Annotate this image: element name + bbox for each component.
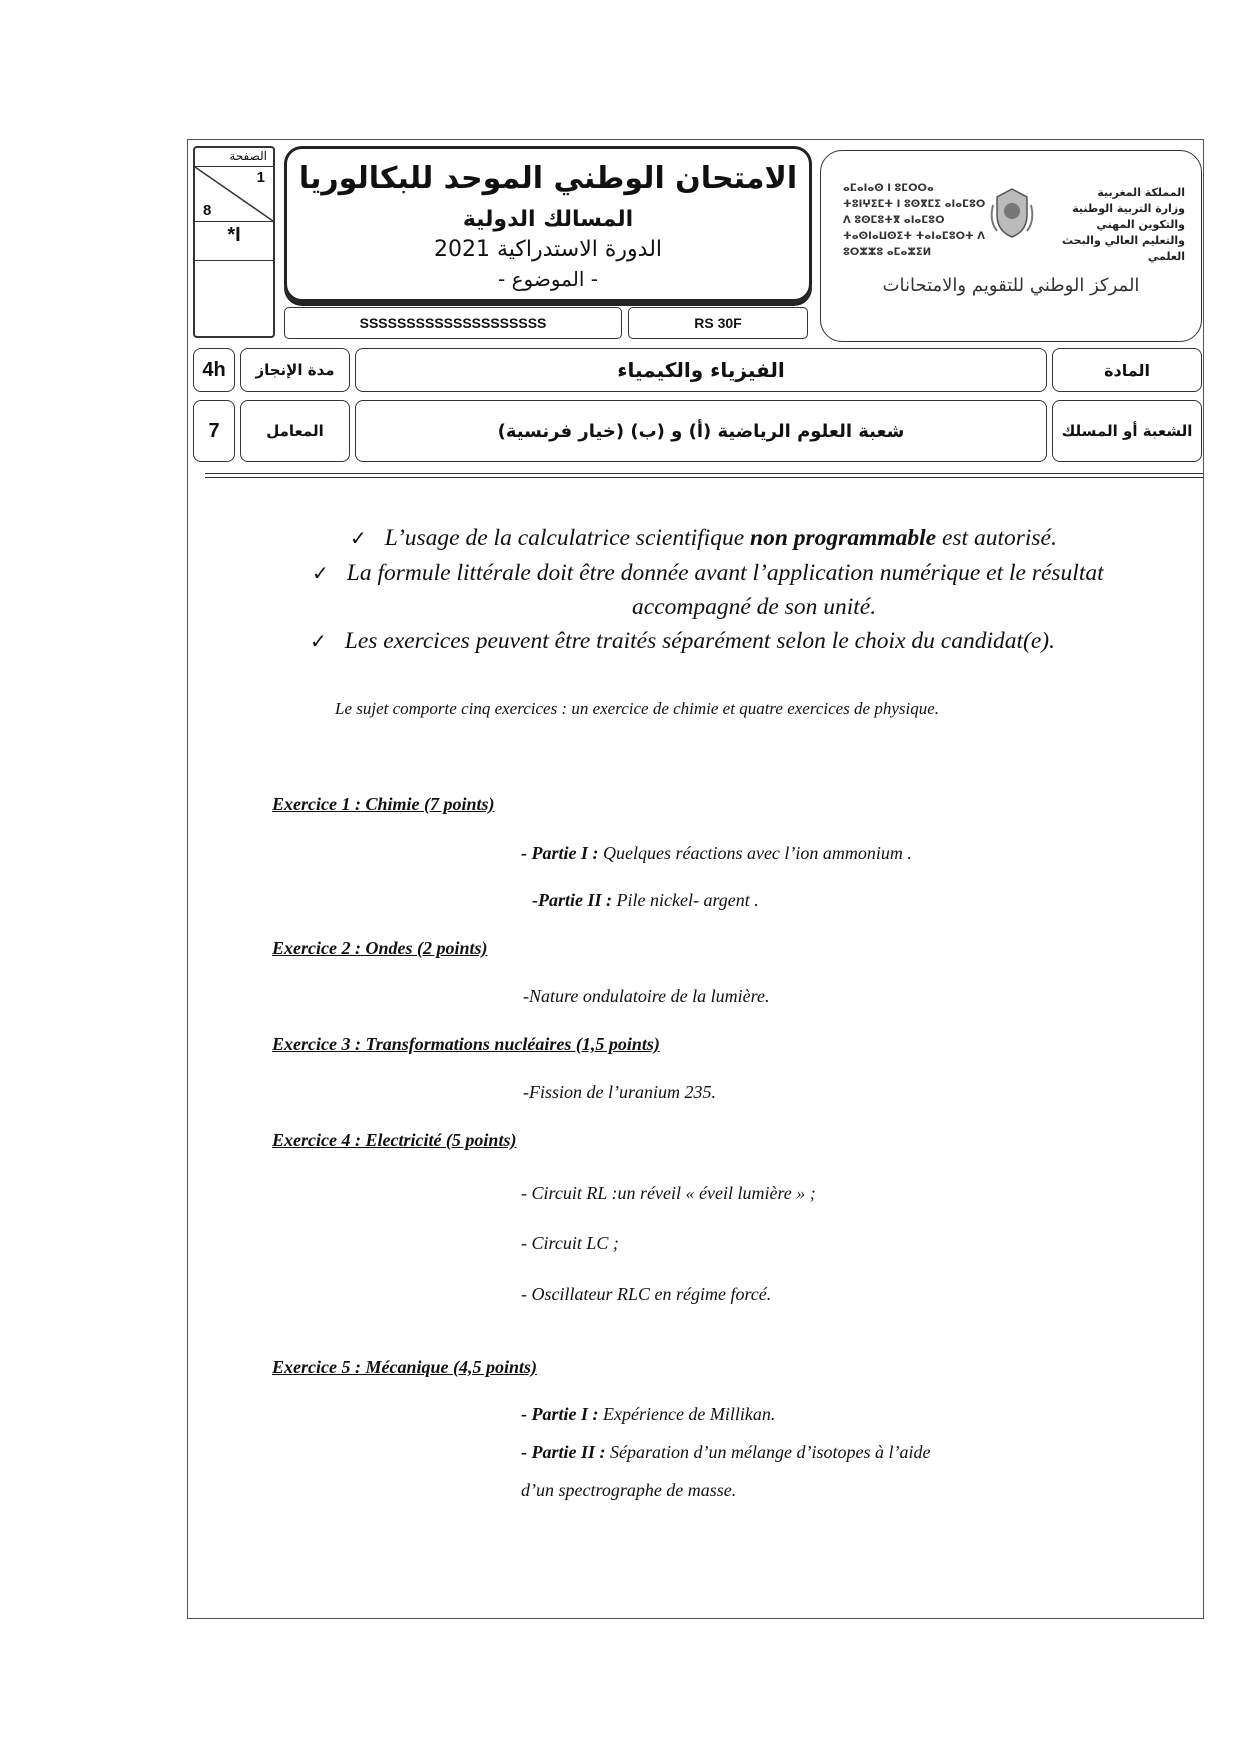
exercise-5-item: - Partie I : Expérience de Millikan. xyxy=(521,1404,776,1424)
exercise-4-title: Exercice 4 : Electricité (5 points) xyxy=(272,1130,517,1150)
subject-label: المادة xyxy=(1052,348,1202,392)
instruction-1: ✓ L’usage de la calculatrice scientifique non programmable est autorisé. xyxy=(350,525,1057,551)
center-name: المركز الوطني للتقويم والامتحانات xyxy=(882,275,1140,296)
exercise-1-item: - Partie I : Quelques réactions avec l’ion ammonium . xyxy=(521,843,912,863)
duration-value: 4h xyxy=(193,348,235,392)
exercise-5-item: - Partie II : Séparation d’un mélange d’isotopes à l’aide xyxy=(521,1442,931,1462)
exercise-3-item: -Fission de l’uranium 235. xyxy=(523,1082,716,1102)
institution-box xyxy=(820,150,1202,342)
exercise-1-item: -Partie II : Pile nickel- argent . xyxy=(532,890,759,910)
exercise-4-item: - Circuit LC ; xyxy=(521,1233,619,1253)
exercise-5-item: d’un spectrographe de masse. xyxy=(521,1480,737,1500)
institution-arabic: المملكة المغربية وزارة التربية الوطنية والتكوين المهني والتعليم العالي والبحث العلمي xyxy=(1061,186,1185,263)
instruction-2-continued: accompagné de son unité. xyxy=(632,594,877,620)
exam-track: المسالك الدولية xyxy=(462,207,634,232)
subject-intro: Le sujet comporte cinq exercices : un exercice de chimie et quatre exercices de physique. xyxy=(335,699,940,718)
exam-title-box xyxy=(284,146,812,302)
exam-title: الامتحان الوطني الموحد للبكالوريا xyxy=(298,161,798,196)
page-current: 1 xyxy=(256,169,265,186)
exercise-2-title: Exercice 2 : Ondes (2 points) xyxy=(272,938,488,958)
page-code: *I xyxy=(227,224,241,246)
exam-code-right: RS 30F xyxy=(628,307,808,339)
exercise-3-title: Exercice 3 : Transformations nucléaires (1,5 points) xyxy=(272,1034,660,1054)
exam-session: الدورة الاستدراكية 2021 xyxy=(433,237,663,262)
branch-label: الشعبة أو المسلك xyxy=(1052,400,1202,462)
branch-value: شعبة العلوم الرياضية (أ) و (ب) (خيار فرنسية) xyxy=(355,400,1047,462)
page-total: 8 xyxy=(203,202,212,219)
page-label: الصفحة xyxy=(229,149,267,163)
exercise-4-item: - Oscillateur RLC en régime forcé. xyxy=(521,1284,772,1304)
exercise-2-item: -Nature ondulatoire de la lumière. xyxy=(523,986,770,1006)
instruction-2: ✓ La formule littérale doit être donnée avant l’application numérique et le résultat xyxy=(312,560,1104,586)
page-number-box xyxy=(193,146,275,338)
instruction-3: ✓ Les exercices peuvent être traités séparément selon le choix du candidat(e). xyxy=(310,628,1055,654)
header-divider xyxy=(205,473,1203,478)
duration-label: مدة الإنجاز xyxy=(240,348,350,392)
divider xyxy=(195,260,273,261)
institution-tifinagh: ⴰⵎⴰⵏⴰⵙ ⵏ ⵓⵎⵔⵔⴰ ⵜⵓⵏⵖⵉⵎⵜ ⵏ ⵓⵙⴳⵎⵉ ⴰⵏⴰⵎⵓⵔ ⴷ ⵓⵙⵎⵓⵜⴳ ⴰⵏⴰⵎⵓⵔ ⵜⴰⵙⵏⴰⵡⵙⵉⵜ ⵜⴰⵏⴰⵎⵓⵔⵜ ⴷ ⵓⵔⵣⵣⵓ ⴰⵎⴰⵣⵉⵍ xyxy=(843,183,986,258)
check-icon: ✓ xyxy=(312,561,329,585)
subject-value: الفيزياء والكيمياء xyxy=(355,348,1047,392)
exam-subject-label: - الموضوع - xyxy=(498,267,598,291)
coefficient-label: المعامل xyxy=(240,400,350,462)
check-icon: ✓ xyxy=(350,526,367,550)
coefficient-value: 7 xyxy=(193,400,235,462)
page-fraction xyxy=(195,166,273,222)
exercise-4-item: - Circuit RL :un réveil « éveil lumière » ; xyxy=(521,1183,816,1203)
exam-code-left: SSSSSSSSSSSSSSSSSSSS xyxy=(284,307,622,339)
exercise-5-title: Exercice 5 : Mécanique (4,5 points) xyxy=(272,1357,537,1377)
coat-of-arms-icon xyxy=(989,185,1035,241)
exercise-1-title: Exercice 1 : Chimie (7 points) xyxy=(272,794,495,814)
check-icon: ✓ xyxy=(310,629,327,653)
